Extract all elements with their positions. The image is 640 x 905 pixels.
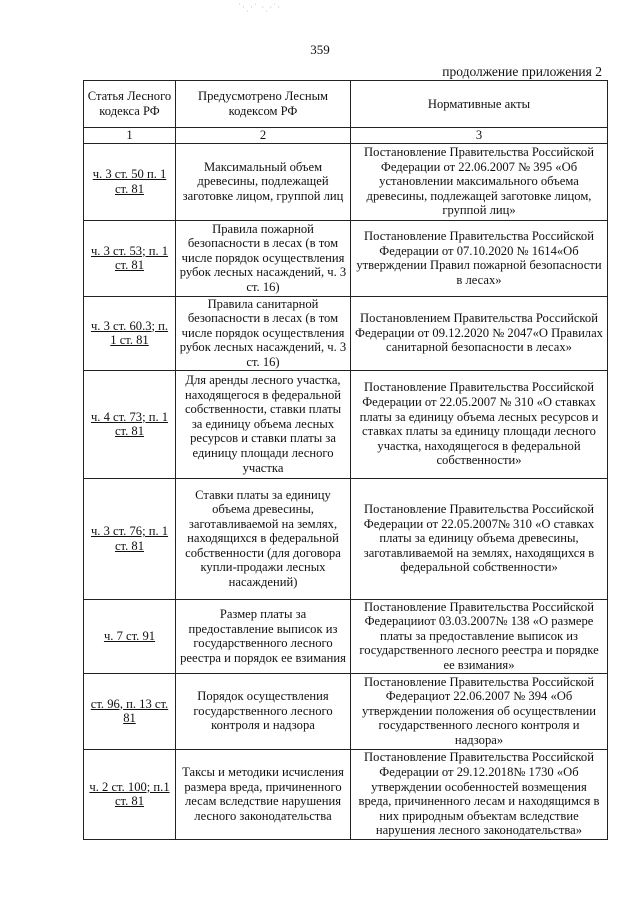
- provided-cell: Ставки платы за единицу объема древесины, заготавливаемой на землях, находящихся в федеральной собственности (для договора купли-продажи лесных насаждений): [176, 478, 351, 599]
- header-provided: Предусмотрено Лесным кодексом РФ: [176, 81, 351, 128]
- header-acts: Нормативные акты: [351, 81, 608, 128]
- act-cell: Постановление Правительства Российской Федерации от 22.05.2007№ 310 «О ставках платы за единицу объема древесины, заготавливаемой на землях, находящихся в федеральной собственности»: [351, 478, 608, 599]
- act-cell: Постановление Правительства Российской Федерации от 29.12.2018№ 1730 «Об утверждении особенностей возмещения вреда, причиненного лесам и находящимся в них природным объектам вследствие нарушения лесного законодательства»: [351, 749, 608, 839]
- act-cell: Постановлением Правительства Российской Федерации от 09.12.2020 № 2047«О Правилах санитарной безопасности в лесах»: [351, 296, 608, 370]
- continuation-label: продолжение приложения 2: [442, 64, 602, 79]
- column-number-1: 1: [84, 128, 176, 144]
- act-cell: Постановление Правительства Российской Федерации от 07.10.2020 № 1614«Об утверждении Правил пожарной безопасности в лесах»: [351, 220, 608, 296]
- provided-cell: Порядок осуществления государственного лесного контроля и надзора: [176, 673, 351, 749]
- column-numbers-row: [84, 128, 608, 144]
- act-cell: Постановление Правительства Российской Федерации от 22.06.2007 № 395 «Об установлении максимального объема древесины, подлежащей заготовке лицом, группой лиц»: [351, 143, 608, 220]
- provided-cell: Таксы и методики исчисления размера вреда, причиненного лесам вследствие нарушения лесного законодательства: [176, 749, 351, 839]
- article-cell: ч. 2 ст. 100; п.1 ст. 81: [84, 749, 176, 839]
- provided-cell: Максимальный объем древесины, подлежащей заготовке лицом, группой лиц: [176, 143, 351, 220]
- article-cell: ч. 4 ст. 73; п. 1 ст. 81: [84, 370, 176, 478]
- table-row: [84, 143, 608, 220]
- table-row: [84, 296, 608, 370]
- article-cell: ч. 3 ст. 50 п. 1 ст. 81: [84, 143, 176, 220]
- act-cell: Постановление Правительства Российской Федерациoт 22.06.2007 № 394 «Об утверждении положения об осуществлении государственного лесного контроля и надзора»: [351, 673, 608, 749]
- provided-cell: Правила пожарной безопасности в лесах (в том числе порядок осуществления рубок лесных насаждений, ч. 3 ст. 16): [176, 220, 351, 296]
- table-row: [84, 370, 608, 478]
- provided-cell: Размер платы за предоставление выписок из государственного лесного реестра и порядок ее взимания: [176, 599, 351, 673]
- column-number-2: 2: [176, 128, 351, 144]
- table-row: [84, 673, 608, 749]
- header-article: Статья Лесного кодекса РФ: [84, 81, 176, 128]
- act-cell: Постановление Правительства Российской Федерацииот 03.03.2007№ 138 «О размере платы за предоставление выписок из государственного лесного реестра и порядке ее взимания»: [351, 599, 608, 673]
- article-cell: ст. 96, п. 13 ст. 81: [84, 673, 176, 749]
- column-number-3: 3: [351, 128, 608, 144]
- table-row: [84, 220, 608, 296]
- act-cell: Постановление Правительства Российской Федерации от 22.05.2007 № 310 «О ставках платы за единицу объема лесных ресурсов и ставках платы за единицу площади лесного участка, находящегося в федеральной собственности»: [351, 370, 608, 478]
- article-cell: ч. 3 ст. 60.3; п. 1 ст. 81: [84, 296, 176, 370]
- article-cell: ч. 7 ст. 91: [84, 599, 176, 673]
- article-cell: ч. 3 ст. 76; п. 1 ст. 81: [84, 478, 176, 599]
- table-row: [84, 478, 608, 599]
- table-row: [84, 749, 608, 839]
- page-number: 359: [310, 42, 330, 57]
- article-cell: ч. 3 ст. 53; п. 1 ст. 81: [84, 220, 176, 296]
- regulations-table: [83, 80, 608, 840]
- provided-cell: Для аренды лесного участка, находящегося в федеральной собственности, ставки платы за единицу объема лесных ресурсов и ставки платы за единицу площади лесного участка: [176, 370, 351, 478]
- scan-marks: ˈ·ˌ·ˈ ·ˌ·ˈ·: [238, 2, 282, 12]
- header-row: [84, 81, 608, 128]
- provided-cell: Правила санитарной безопасности в лесах (в том числе порядок осуществления рубок лесных насаждений, ч. 3 ст. 16): [176, 296, 351, 370]
- table-row: [84, 599, 608, 673]
